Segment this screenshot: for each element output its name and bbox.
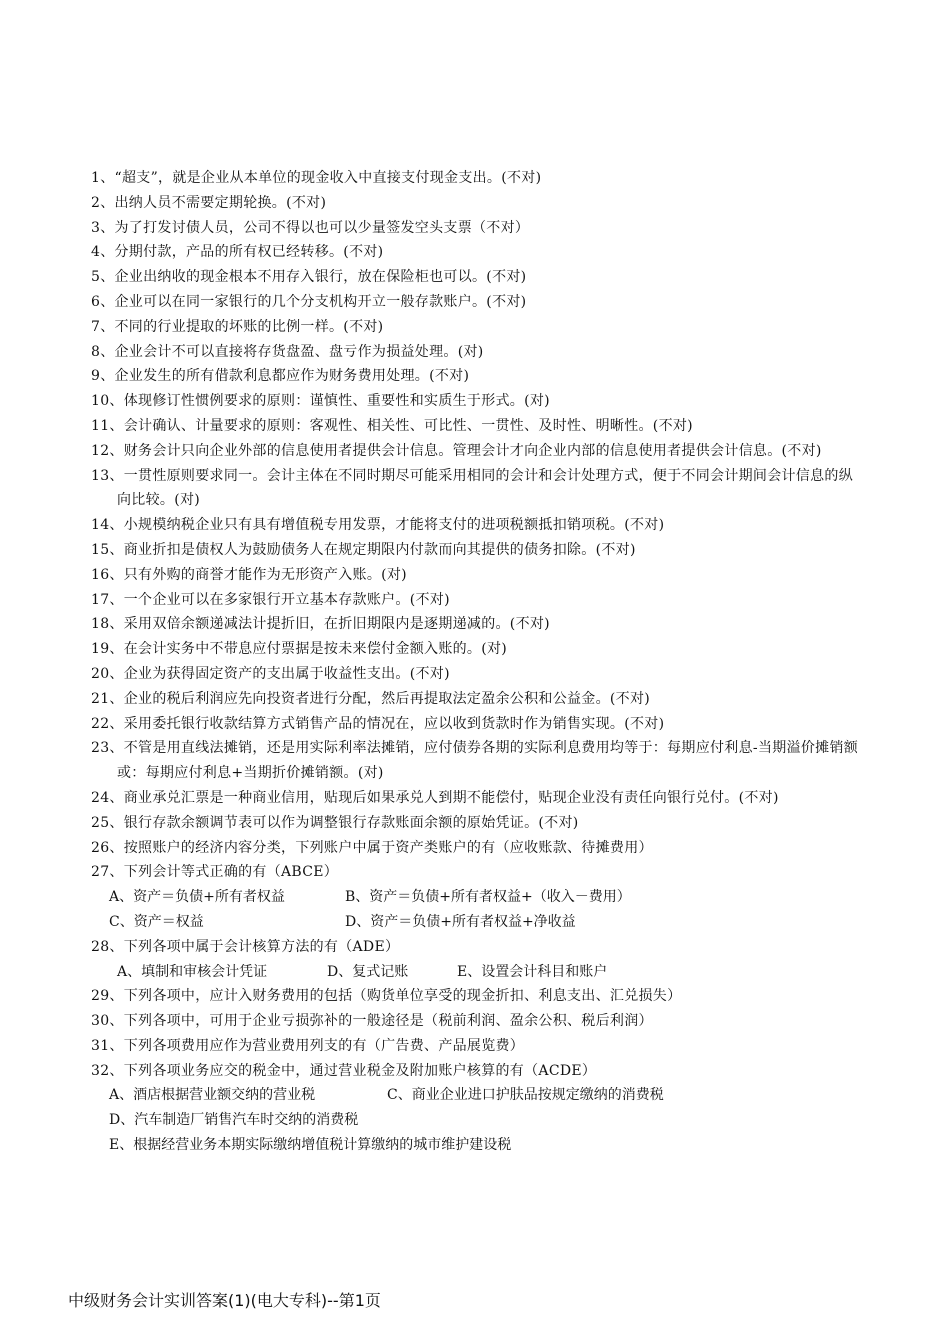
list-item: 15、商业折扣是债权人为鼓励债务人在规定期限内付款而向其提供的债务扣除。(不对): [91, 541, 636, 558]
option-row: [91, 885, 866, 910]
option-row: [91, 1133, 866, 1158]
list-item: 10、体现修订性惯例要求的原则：谨慎性、重要性和实质生于形式。(对): [91, 393, 550, 410]
list-item: 30、下列各项中，可用于企业亏损弥补的一般途径是（税前利润、盈余公积、税后利润）: [91, 1013, 653, 1030]
list-item: 14、小规模纳税企业只有具有增值税专用发票，才能将支付的进项税额抵扣销项税。(不对): [91, 517, 665, 534]
list-item: 19、在会计实务中不带息应付票据是按未来偿付金额入账的。(对): [91, 641, 508, 658]
option: B、资产＝负债+所有者权益+（收入－费用）: [345, 889, 631, 906]
list-item: 18、采用双倍余额递减法计提折旧，在折旧期限内是逐期递减的。(不对): [91, 616, 550, 633]
list-item: 32、下列各项业务应交的税金中，通过营业税金及附加账户核算的有（ACDE）: [91, 1062, 597, 1079]
list-item: 2、出纳人员不需要定期轮换。(不对): [91, 194, 327, 211]
list-item: 28、下列各项中属于会计核算方法的有（ADE）: [91, 938, 400, 955]
list-item: 26、按照账户的经济内容分类，下列账户中属于资产类账户的有（应收账款、待摊费用）: [91, 839, 653, 856]
list-item: 20、企业为获得固定资产的支出属于收益性支出。(不对): [91, 665, 450, 682]
option: A、填制和审核会计凭证: [117, 963, 268, 980]
list-item: 4、分期付款，产品的所有权已经转移。(不对): [91, 244, 384, 261]
list-item: 13、一贯性原则要求同一。会计主体在不同时期尽可能采用相同的会计和会计处理方式，便于不同会计期间会计信息的纵向比较。(对): [91, 467, 854, 509]
list-item: 24、商业承兑汇票是一种商业信用，贴现后如果承兑人到期不能偿付，贴现企业没有责任向银行兑付。(不对): [91, 789, 779, 806]
page-footer: 中级财务会计实训答案(1)(电大专科)--第1页: [68, 1291, 381, 1310]
list-item: 11、会计确认、计量要求的原则：客观性、相关性、可比性、一贯性、及时性、明晰性。(不对): [91, 417, 693, 434]
option: E、根据经营业务本期实际缴纳增值税计算缴纳的城市维护建设税: [109, 1137, 512, 1154]
list-item: 25、银行存款余额调节表可以作为调整银行存款账面余额的原始凭证。(不对): [91, 814, 579, 831]
option: A、酒店根据营业额交纳的营业税: [109, 1087, 316, 1104]
option: E、设置会计科目和账户: [457, 963, 608, 980]
list-item: 3、为了打发讨债人员，公司不得以也可以少量签发空头支票（不对）: [91, 219, 530, 236]
list-item: 1、“超支”，就是企业从本单位的现金收入中直接支付现金支出。(不对): [91, 170, 542, 186]
list-item: 22、采用委托银行收款结算方式销售产品的情况在，应以收到货款时作为销售实现。(不对): [91, 715, 665, 732]
list-item: 5、企业出纳收的现金根本不用存入银行，放在保险柜也可以。(不对): [91, 269, 527, 286]
option: D、复式记账: [327, 963, 409, 980]
list-item: 12、财务会计只向企业外部的信息使用者提供会计信息。管理会计才向企业内部的信息使用者提供会计信息。(不对): [91, 442, 822, 459]
list-item: 16、只有外购的商誉才能作为无形资产入账。(对): [91, 566, 407, 583]
list-item: 9、企业发生的所有借款利息都应作为财务费用处理。(不对): [91, 368, 470, 385]
option-row: [91, 1108, 866, 1133]
list-item: 23、不管是用直线法摊销，还是用实际利率法摊销，应付债券各期的实际利息费用均等于：每期应付利息-当期溢价摊销额或：每期应付利息+当期折价摊销额。(对): [91, 740, 859, 782]
option: A、资产＝负债+所有者权益: [109, 889, 285, 906]
list-item: 31、下列各项费用应作为营业费用列支的有（广告费、产品展览费）: [91, 1037, 525, 1054]
list-item: 21、企业的税后利润应先向投资者进行分配，然后再提取法定盈余公积和公益金。(不对): [91, 690, 651, 707]
list-item: 27、下列会计等式正确的有（ABCE）: [91, 864, 339, 881]
list-item: 29、下列各项中，应计入财务费用的包括（购货单位享受的现金折扣、利息支出、汇兑损失）: [91, 988, 682, 1005]
option: C、商业企业进口护肤品按规定缴纳的消费税: [387, 1087, 664, 1104]
list-item: 6、企业可以在同一家银行的几个分支机构开立一般存款账户。(不对): [91, 293, 527, 310]
question-list: [91, 166, 866, 1158]
option: C、资产＝权益: [109, 913, 204, 930]
option-row: [91, 910, 866, 935]
list-item: 8、企业会计不可以直接将存货盘盈、盘亏作为损益处理。(对): [91, 343, 484, 360]
list-item: 7、不同的行业提取的坏账的比例一样。(不对): [91, 318, 384, 335]
list-item: 17、一个企业可以在多家银行开立基本存款账户。(不对): [91, 591, 450, 608]
option: D、汽车制造厂销售汽车时交纳的消费税: [109, 1112, 359, 1129]
option-row: [91, 1083, 866, 1108]
option: D、资产＝负债+所有者权益+净收益: [345, 913, 576, 930]
option-row: [91, 960, 866, 985]
